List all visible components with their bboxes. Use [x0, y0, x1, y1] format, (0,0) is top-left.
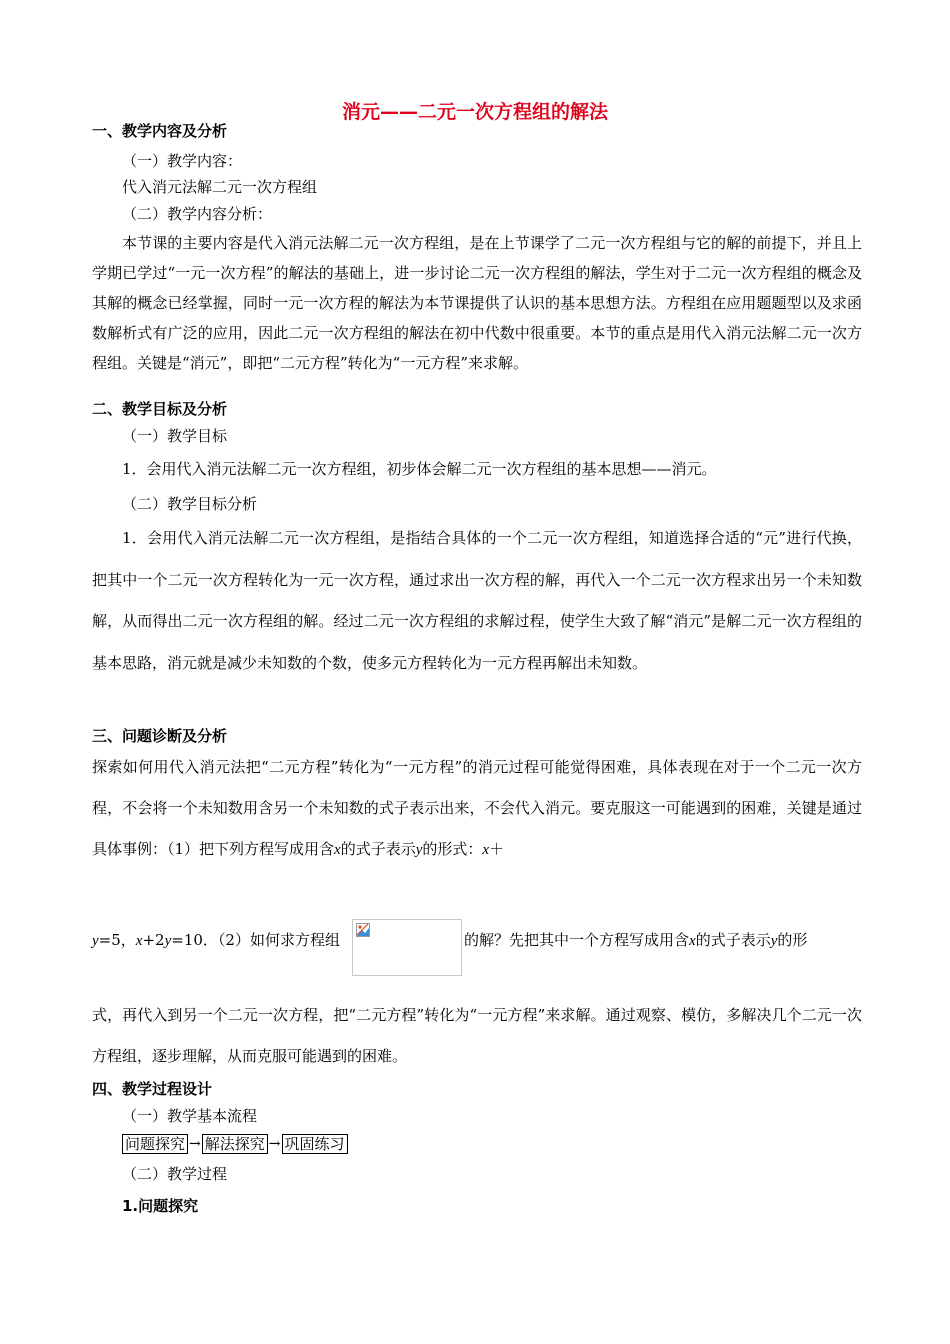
section-1-heading: 一、教学内容及分析 — [92, 122, 228, 140]
variable-y-3: y — [164, 933, 172, 949]
section-3-text-a: 探索如何用代入消元法把“二元方程”转化为“一元方程”的消元过程可能觉得困难，具体表现在对于一个二元一次方程，不会将一个未知数用含另一个未知数的式子表示出来，不会代入消元。要克服这一可能遇到的困难，关键是通过具体事例：（1）把下列方程写成用含 — [92, 758, 862, 858]
section-4-sub2: （二）教学过程 — [122, 1165, 228, 1183]
section-3-text-c: 的形式： — [422, 840, 483, 858]
equation-1: =5， — [98, 931, 136, 949]
variable-x-4: x — [689, 933, 696, 949]
question-2-line — [464, 930, 807, 951]
question-2-text-b: 的式子表示 — [695, 931, 771, 949]
flow-arrow-2: → — [268, 1136, 281, 1152]
variable-x-2: x — [482, 842, 490, 858]
section-3-paragraph-a — [92, 747, 862, 871]
section-4-step-1: 1.问题探究 — [122, 1197, 199, 1215]
equation-2: +2 — [142, 931, 165, 949]
section-2-goal: 1．会用代入消元法解二元一次方程组，初步体会解二元一次方程组的基本思想——消元。 — [122, 460, 717, 478]
flow-arrow-1: → — [189, 1136, 201, 1152]
section-2-sub2: （二）教学目标分析 — [122, 495, 258, 513]
broken-image-icon — [356, 923, 370, 937]
question-2-text-a: 的解？先把其中一个方程写成用含 — [464, 931, 690, 949]
section-1-content: 代入消元法解二元一次方程组 — [122, 178, 318, 196]
section-3-heading: 三、问题诊断及分析 — [92, 727, 228, 745]
section-1-paragraph: 本节课的主要内容是代入消元法解二元一次方程组，是在上节课学了二元一次方程组与它的解的前提下，并且上学期已学过“一元一次方程”的解法的基础上，进一步讨论二元一次方程组的解法，学生对于二元一次方程组的概念及其解的概念已经掌握，同时一元一次方程的解法为本节课提供了认识的基本思想方法。方程组在应用题题型以及求函数解析式有广泛的应用，因此二元一次方程组的解法在初中代数中很重要。本节的重点是用代入消元法解二元一次方程组。关键是“消元”，即把“二元方程”转化为“一元方程”来求解。 — [92, 234, 862, 372]
section-2-heading: 二、教学目标及分析 — [92, 400, 228, 418]
variable-x: x — [334, 842, 341, 858]
equation-line — [92, 930, 340, 951]
flow-step-3: 巩固练习 — [282, 1134, 348, 1154]
section-1-sub2: （二）教学内容分析： — [122, 205, 273, 223]
variable-y: y — [415, 842, 423, 858]
section-2-paragraph: 1．会用代入消元法解二元一次方程组，是指结合具体的一个二元一次方程组，知道选择合适的“元”进行代换，把其中一个二元一次方程转化为一元一次方程，通过求出一次方程的解，再代入一个二元一次方程求出另一个未知数解，从而得出二元一次方程组的解。经过二元一次方程组的求解过程，使学生大致了解“消元”是解二元一次方程组的基本思路，消元就是减少未知数的个数，使多元方程转化为一元方程再解出未知数。 — [92, 529, 862, 672]
section-3-text-b: 的式子表示 — [340, 840, 416, 858]
question-2-text-c: 的形 — [777, 931, 808, 949]
section-2-sub1: （一）教学目标 — [122, 427, 228, 445]
variable-y-4: y — [770, 933, 778, 949]
section-3-eq-tail: ＋ — [489, 840, 505, 858]
flow-step-2: 解法探究 — [202, 1134, 268, 1154]
section-3-paragraph-d: 式，再代入到另一个二元一次方程，把“二元方程”转化为“一元方程”来求解。通过观察、模仿，多解决几个二元一次方程组，逐步理解，从而克服可能遇到的困难。 — [92, 1006, 862, 1065]
flow-step-1: 问题探究 — [122, 1134, 188, 1154]
equation-2-end: =10．（2）如何求方程组 — [171, 931, 340, 949]
section-4-sub1: （一）教学基本流程 — [122, 1107, 258, 1125]
teaching-flow-diagram — [122, 1134, 348, 1154]
page-title: 消元——二元一次方程组的解法 — [341, 101, 608, 123]
variable-x-3: x — [135, 933, 143, 949]
section-4-heading: 四、教学过程设计 — [92, 1080, 213, 1098]
section-1-sub1: （一）教学内容： — [122, 152, 243, 170]
equation-system-image — [352, 919, 462, 976]
variable-y-2: y — [92, 933, 99, 949]
